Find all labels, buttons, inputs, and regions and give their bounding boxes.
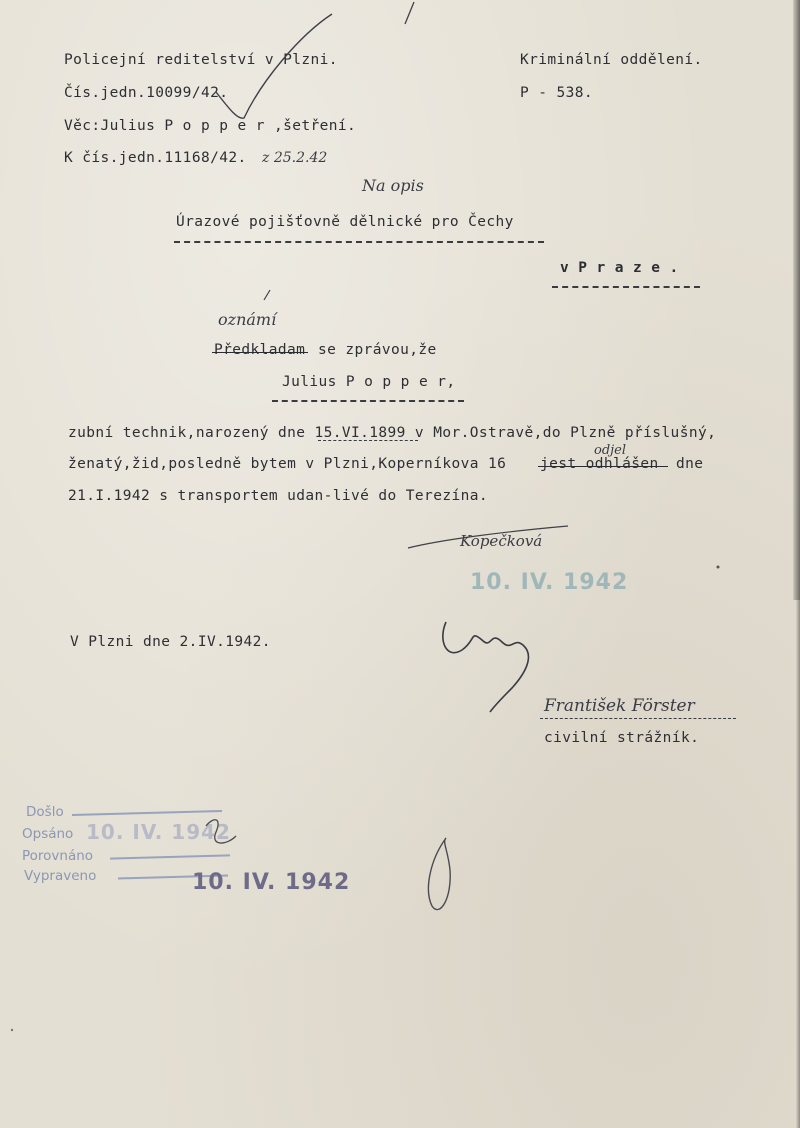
scribbled-signature-icon [443, 622, 529, 712]
stamp-label-vypraveno: Vypraveno [24, 868, 97, 884]
stamp-date-main: 10. IV. 1942 [192, 870, 351, 895]
authority-line: Policejní reditelství v Plzni. [64, 52, 338, 68]
recipient-name: Úrazové pojišťovně dělnické pro Čechy [176, 214, 514, 230]
handwritten-correction: oznámí [218, 310, 277, 329]
reference-number: Čís.jedn.10099/42. [64, 85, 229, 101]
recipient-city: v P r a z e . [560, 260, 679, 276]
opening-rest: se zprávou,že [318, 342, 437, 358]
person-name: Julius P o p p e r, [282, 374, 456, 390]
handwritten-annotation: Na opis [362, 176, 424, 195]
opening-struck-word: Předkladam [214, 342, 306, 358]
body-line-2-struck: jest odhlášen [540, 456, 659, 472]
related-reference-date: z 25.2.42 [262, 150, 328, 166]
body-line-2-end: dne [676, 456, 704, 472]
pencil-loop-mark-icon [428, 838, 450, 910]
pencil-tick-icon [405, 2, 414, 24]
received-date-stamp: 10. IV. 1942 [470, 570, 629, 595]
pencil-tick-icon [264, 290, 270, 300]
handwritten-insert: odjel [594, 443, 627, 458]
stamp-label-porovnano: Porovnáno [22, 848, 94, 864]
stamp-label-opsano: Opsáno [22, 826, 74, 842]
subject-line: Věc:Julius P o p p e r ,šetření. [64, 118, 357, 134]
stamp-date-faded: 10. IV. 1942 [86, 820, 231, 844]
officer-signature: František Förster [544, 696, 695, 716]
body-line-2-start: ženatý,žid,posledně bytem v Plzni,Koperníkova 16 [68, 456, 507, 472]
officer-title: civilní strážník. [544, 730, 700, 746]
signature-flourish-icon [408, 526, 568, 548]
related-reference: K čís.jedn.11168/42. [64, 150, 247, 166]
check-mark-icon [216, 14, 332, 118]
place-date: V Plzni dne 2.IV.1942. [70, 634, 271, 650]
initial-signature: Kopečková [460, 532, 543, 550]
stamp-label-doslo: Došlo [26, 804, 64, 820]
paper-speck-icon [717, 566, 720, 569]
stamp-initials-icon [206, 820, 236, 843]
department-code: P - 538. [520, 85, 594, 101]
paper-speck-icon [11, 1029, 13, 1031]
body-line-3: 21.I.1942 s transportem udan-livé do Terezína. [68, 488, 488, 504]
department-line: Kriminální oddělení. [520, 52, 703, 68]
body-line-1: zubní technik,narozený dne 15.VI.1899 v Mor.Ostravě,do Plzně příslušný, [68, 425, 717, 441]
